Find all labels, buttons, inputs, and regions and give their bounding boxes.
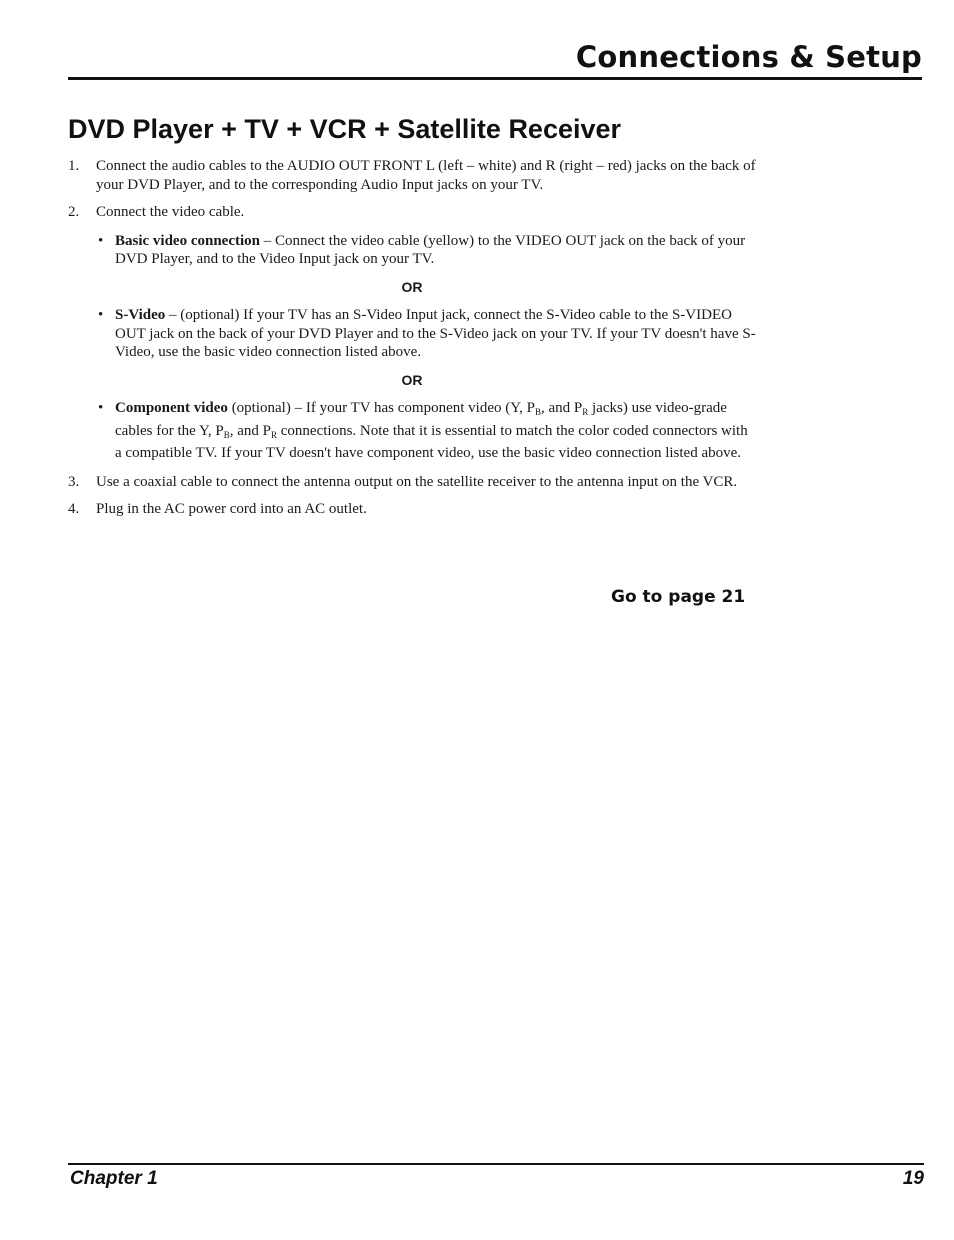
step-number: 1. xyxy=(68,158,80,174)
component-video-option xyxy=(96,399,758,463)
step-4 xyxy=(68,500,758,519)
step-text: Connect the audio cables to the AUDIO OUT FRONT L (left – white) and R (right – red) jacks on the back of your DVD Player, and to the corresponding Audio Input jacks on your TV. xyxy=(96,158,756,193)
footer-chapter-label: Chapter 1 xyxy=(70,1168,158,1189)
option-text: , and P xyxy=(229,422,271,439)
step-2 xyxy=(68,203,758,222)
footer-page-number: 19 xyxy=(902,1168,924,1189)
step-text: Connect the video cable. xyxy=(96,204,245,220)
option-text: , and P xyxy=(541,400,583,416)
page-title: DVD Player + TV + VCR + Satellite Receiver xyxy=(68,114,622,144)
bullet-icon: • xyxy=(98,400,104,416)
footer-rule xyxy=(68,1163,924,1165)
basic-video-option xyxy=(96,232,758,269)
video-options-list xyxy=(96,232,758,463)
step-3 xyxy=(68,473,758,492)
option-text: (optional) – If your TV has component video (Y, P xyxy=(227,400,535,416)
step-text: Use a coaxial cable to connect the antenna output on the satellite receiver to the antenna input on the VCR. xyxy=(96,473,738,490)
subscript: R xyxy=(271,429,278,440)
option-text: connections. Note that it is essential to match the color coded connectors with a compatible TV. If your TV doesn't have component video, use the basic video connection listed above. xyxy=(115,422,748,461)
subscript: B xyxy=(223,429,230,440)
go-to-page-link[interactable]: Go to page 21 xyxy=(611,587,746,607)
instructions xyxy=(68,157,758,528)
or-separator: OR xyxy=(401,278,423,295)
option-text: jacks) use video-grade cables for the Y, P xyxy=(115,400,727,439)
subscript: B xyxy=(534,407,541,417)
option-text: – Connect the video cable (yellow) to the VIDEO OUT jack on the back of your DVD Player, and to the Video Input jack on your TV. xyxy=(115,232,746,267)
option-term: Basic video connection xyxy=(115,232,260,249)
bullet-icon: • xyxy=(98,232,104,249)
svideo-option xyxy=(96,306,758,362)
subscript: R xyxy=(582,407,589,417)
step-text: Plug in the AC power cord into an AC outlet. xyxy=(96,501,367,517)
bullet-icon: • xyxy=(98,307,104,323)
step-number: 2. xyxy=(68,204,80,220)
option-text: – (optional) If your TV has an S-Video Input jack, connect the S-Video cable to the S-VIDEO OUT jack on the back of your DVD Player and to the S-Video jack on your TV. If your TV doesn't have S-Video, use the basic video connection listed above. xyxy=(115,307,756,360)
section-header-title: Connections & Setup xyxy=(575,40,922,74)
header-rule xyxy=(68,77,922,80)
step-number: 3. xyxy=(68,473,80,490)
step-1 xyxy=(68,157,758,194)
step-number: 4. xyxy=(68,501,80,517)
option-term: Component video xyxy=(115,400,228,416)
option-term: S-Video xyxy=(115,307,166,323)
or-separator: OR xyxy=(401,371,423,388)
